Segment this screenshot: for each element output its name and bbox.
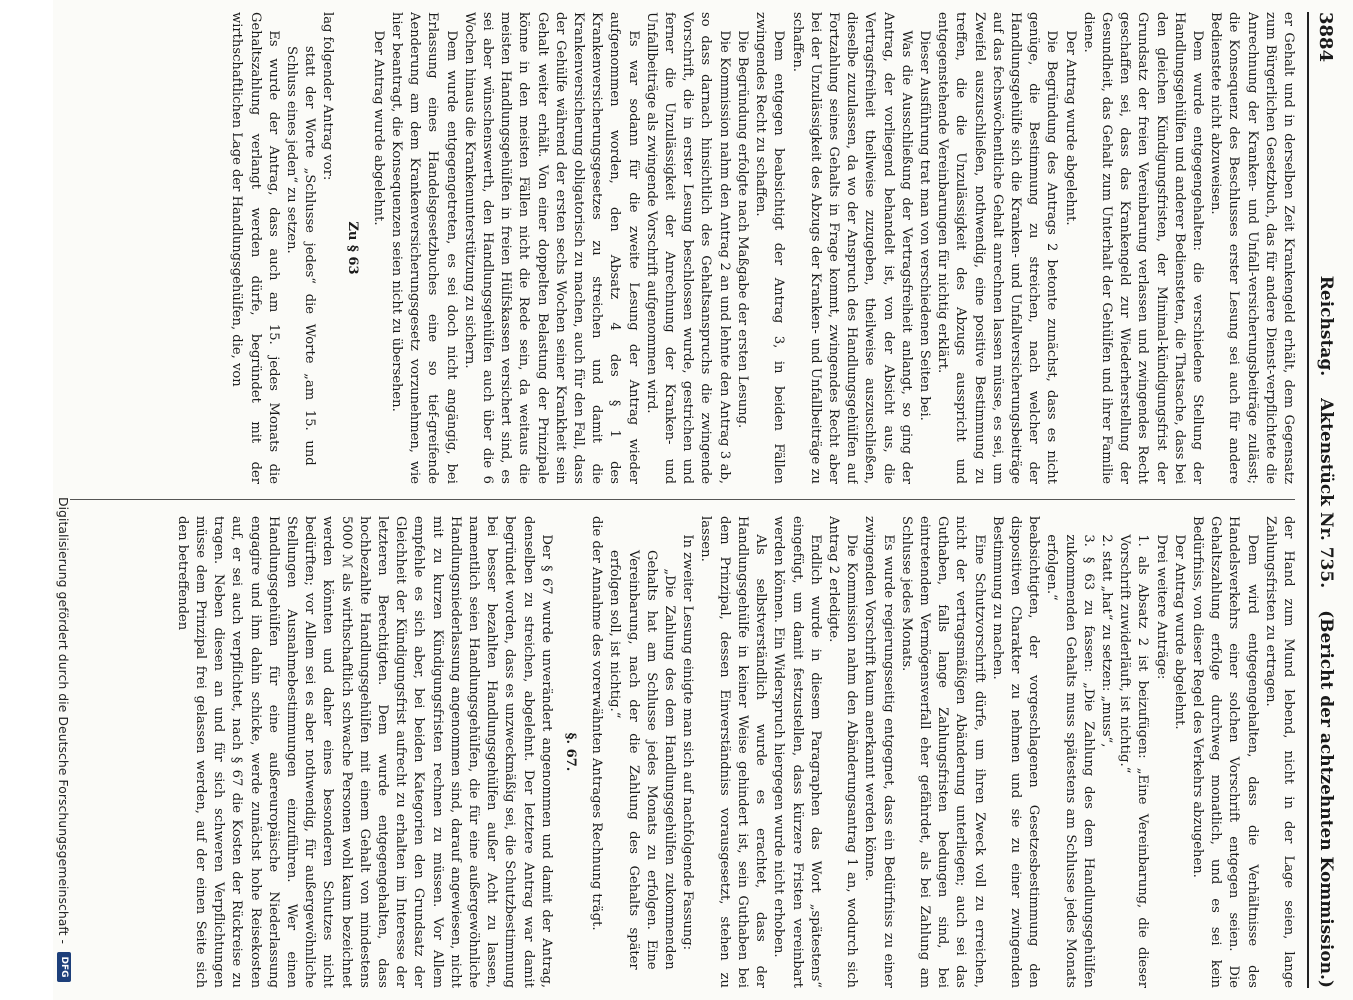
paragraph: Dieser Ausführung trat man von verschiedenen Seiten bei. [916,30,932,421]
section-heading: Zu § 63 [344,221,360,275]
quoted-text: „Die Zahlung des dem Handlungsgehülfen zukommenden Gehalts hat am Schlusse jedes Monats zu erfolgen. Eine Vereinbarung, nach der die Zahlung des Gehalts später erfolgen soll, ist nichtig.“ [607,550,678,970]
section-heading: §. 67. [563,732,579,772]
dfg-logo: DFG [57,952,71,982]
digitization-credit [53,0,75,1000]
paragraph: Es wurde regierungsseitig entgegnet, dass ein Bedürfniss zu einer zwingenden Vorschrift kaum anerkannt werden könne. [862,516,896,988]
paragraph: Eine Schutzvorschrift dürfe, um ihren Zweck voll zu erreichen, nicht der vertragsmäßigen Abänderung unterliegen; auch sei das Guthaben, falls lange Zahlungsfristen bedungen sind, bei eintretendem Vermögensverfall eher gefährdet, als bei Zahlung am Schlusse jedes Monats. [898,516,987,988]
paragraph: Der § 67 wurde unverändert angenommen und damit der Antrag, denselben zu streichen, abgelehnt. Der letztere Antrag war damit begründet worden, dass es unzweckmäßig sei, die Schutzbestimmung bei besser bezahlten Handlungsgehülfen außer Acht zu lassen, namentlich seien Handlungsgehülfen, die für eine außergewöhnliche Handlungsniederlassung angenommen sind, darauf angewiesen, nicht mit zu kurzen Kündigungsfristen rechnen zu müssen. Vor Allem empfehle es sich aber, bei beiden Kategorien den Grundsatz der Gleichheit der Kündigungsfrist aufrecht zu erhalten im Interesse der letzteren Berechtigten. Dem wurde entgegengehalten, dass hochbezahlte Handlungsgehülfen mit einem Gehalt von mindestens 5000 ℳ als wirthschaftlich schwache Personen wohl kaum bezeichnet werden könnten und daher eines besonderen Schutzes nicht bedürften; vor Allem sei es aber nothwendig, für außergewöhnliche Stellungen Ausnahmebestimmungen einzuführen. Wer einen Handlungsgehülfen für eine außereuropäische Niederlassung engagire und ihm dahin schicke, werde zunächst hohe Reisekosten auf, er sei auch verpflichtet, nach § 67 die Kosten der Rückreise zu tragen. Neben diesen an und für sich schweren Verpflichtungen müsse dem Prinzipal frei gelassen werden, auf der einen Seite sich den betreffenden [174,516,554,988]
paragraph: Die Kommission nahm den Abänderungsantrag 1 an, wodurch sich Antrag 2 erledigte. [825,516,860,988]
paragraph: Was die Ausschließung der Vertragsfreiheit anlangt, so ging der Antrag, der vorliegend behandelt ist, von der Absicht aus, die Vertragsfreiheit theilweise zuzugeben, theilweise auszuschließen, dieselbe zuzulassen, da wo der Anspruch des Handlungsgehülfen auf Fortzahlung seines Gehalts in Frage kommt, zwingendes Recht aber bei der Unzulässigkeit des Abzugs der Kranken- und Unfallbeiträge zu schaffen. [789,12,914,484]
paragraph: Dem entgegen beabsichtigt der Antrag 3, in beiden Fällen zwingendes Recht zu schaffen. [753,12,787,484]
paragraph: Es war sodann für die zweite Lesung der Antrag wieder aufgenommen worden, den Absatz 4 des § 1 des Krankenversicherungsgesetzes zu streichen und damit die Krankenversicherung obligatorisch zu machen, auch für den Fall, dass der Gehülfe während der ersten sechs Wochen seiner Krankheit sein Gehalt weiter erhält. Von einer doppelten Belastung der Prinzipale könne in den meisten Fällen nicht die Rede sein, da weitaus die meisten Handlungsgehülfen in freien Hülfskassen versichert sind, es sei aber wünschenswerth, den Handlungsgehülfen auch über die 6 Wochen hinaus die Krankenunterstützung zu sichern. [461,12,641,484]
column-divider [70,499,1295,500]
paragraph: die der Annahme des vorerwähnten Antrages Rechnung trägt. [589,516,605,931]
paragraph: Die Kommission nahm den Antrag 2 an und lehnte den Antrag 3 ab, so dass darnach hinsichtlich des Gehaltsanspruchs die zwingende Vorschrift, die in erster Lesung beschlossen wurde, gestrichen und ferner die Unzulässigkeit der Anrechnung der Kranken- und Unfallbeiträge als zwingende Vorschrift aufgenommen wird. [643,12,732,484]
paragraph: In zweiter Lesung einigte man sich auf nachfolgende Fassung: [680,534,696,951]
header-right-title: (Bericht der achtzehnten Kommission.) [1316,610,1336,988]
paragraph: Dem wird entgegengehalten, dass die Verhältnisse des Handelsverkehrs einer solchen Vorschrift entgegen seien. Die Gehaltszahlung erfolge durchweg monatlich, und es sei kein Bedürfniss, von dieser Regel des Verkehrs abzugehen. [1189,516,1260,988]
header-left-title: Reichstag. [1316,275,1336,377]
list-item: 1. als Absatz 2 ist beizufügen: „Eine Vereinbarung, die dieser Vorschrift zuwiderläuft, ist nichtig.“ [1117,534,1151,988]
paragraph: Dem wurde entgegengehalten: die verschiedene Stellung der Handlungsgehülfen und anderer Bediensteten, die Thatsache, dass bei den gleichen Kündigungsfristen, der Minimal-kündigungsfrist der Grundsatz der freien Vereinbarung verlassen und zwingendes Recht geschaffen sei, dass das Krankengeld zur Wiederherstellung der Gesundheit, das Gehalt zum Unterhalt der Gehülfen und ihrer Familie diene. [1080,12,1205,484]
quoted-amendment: statt der Worte „Schlusse jedes“ die Worte „am 15. und Schluss eines jeden“ zu setzen. [284,46,318,466]
paragraph: Die Begründung des Antrags 2 betonte zunächst, dass es nicht genüge, die Bestimmung zu streichen, nach welcher der Handlungsgehülfe sich die Kranken- und Unfallversicherungsbeiträge auf das fechswöchentliche Gehalt anrechnen lassen müsse, es sei, um Zweifel auszuschließen, nothwendig, eine positive Bestimmung zu treffen, die die Unzulässigkeit des Abzugs ausspricht und entgegenstehende Vereinbarungen für nichtig erklärt. [935,12,1060,484]
list-item: 3. § 63 zu fassen: „Die Zahlung des dem Handlungsgehülfen zukommenden Gehalts muss spätestens am Schlusse jedes Monats erfolgen.“ [1044,534,1096,988]
right-column [67,516,1297,988]
paragraph: Es wurde der Antrag, dass auch am 15. jedes Monats die Gehaltszahlung verlangt werden dürfe, begründet mit der wirthschaftlichen Lage der Handlungsgehülfen, die, von [229,12,281,484]
left-column [67,12,1297,484]
paragraph: Der Antrag wurde abgelehnt. [370,30,386,226]
paragraph: Als selbstverständlich wurde es erachtet, dass der Handlungsgehülfe in keiner Weise gehindert ist, sein Guthaben bei dem Prinzipal, dessen Einverständniss vorausgesetzt, stehen zu lassen. [698,516,769,988]
paragraph: Endlich wurde in diesem Paragraphen das Wort „spätestens“ eingefügt, um damit festzustellen, dass kürzere Fristen vereinbart werden können. Ein Widerspruch hiergegen wurde nicht erhoben. [771,516,823,988]
list-item: 2. statt „hat“ zu setzen: „muss“, [1098,534,1114,748]
paragraph: Der Antrag wurde abgelehnt. [1171,534,1187,730]
amendment-list [1042,516,1151,988]
paragraph: der Hand zum Mund lebend, nicht in der Lage seien, lange Zahlungsfristen zu ertragen. [1262,516,1296,988]
page-number: 3884 [1315,12,1337,63]
document-page [53,0,1353,1000]
paragraph: beabsichtigten, der vorgeschlagenen Gesetzesbestimmung den dispositiven Charakter zu nehmen und sie zu einer zwingenden Bestimmung zu machen. [989,516,1042,988]
paragraph: Der Antrag wurde abgelehnt. [1062,30,1078,226]
header-center-title: Aktenstück Nr. 735. [1316,398,1336,589]
paragraph: Die Begründung erfolgte nach Maßgabe der ersten Lesung. [734,30,750,429]
paragraph: Drei weitere Anträge: [1153,534,1169,680]
page-header [1307,12,1343,988]
credit-text: Digitalisierung gefördert durch die Deutsche Forschungsgemeinschaft - [56,496,72,944]
paragraph: lag folgender Antrag vor: [320,12,336,181]
paragraph: Dem wurde entgegengetreten, es sei doch nicht angängig, bei Erlassung eines Handelsgesetzbuches eine so tief-greifende Aenderung am dem Krankenversicherungsgesetz vorzunehmen, wie hier beantragt, die Konsequenzen seien nicht zu übersehen. [389,12,459,484]
paragraph: er Gehalt und in derselben Zeit Krankengeld erhält, dem Gegensatz zum Bürgerlichen Gesetzbuch, das für andere Dienst-verpflichtete die Anrechnung der Kranken- und Unfall-versicherungsbeiträge zulässt; die Konsequenz des Beschlusses erster Lesung sei auch für andere Bedienstete nicht abzuweisen. [1208,12,1296,484]
